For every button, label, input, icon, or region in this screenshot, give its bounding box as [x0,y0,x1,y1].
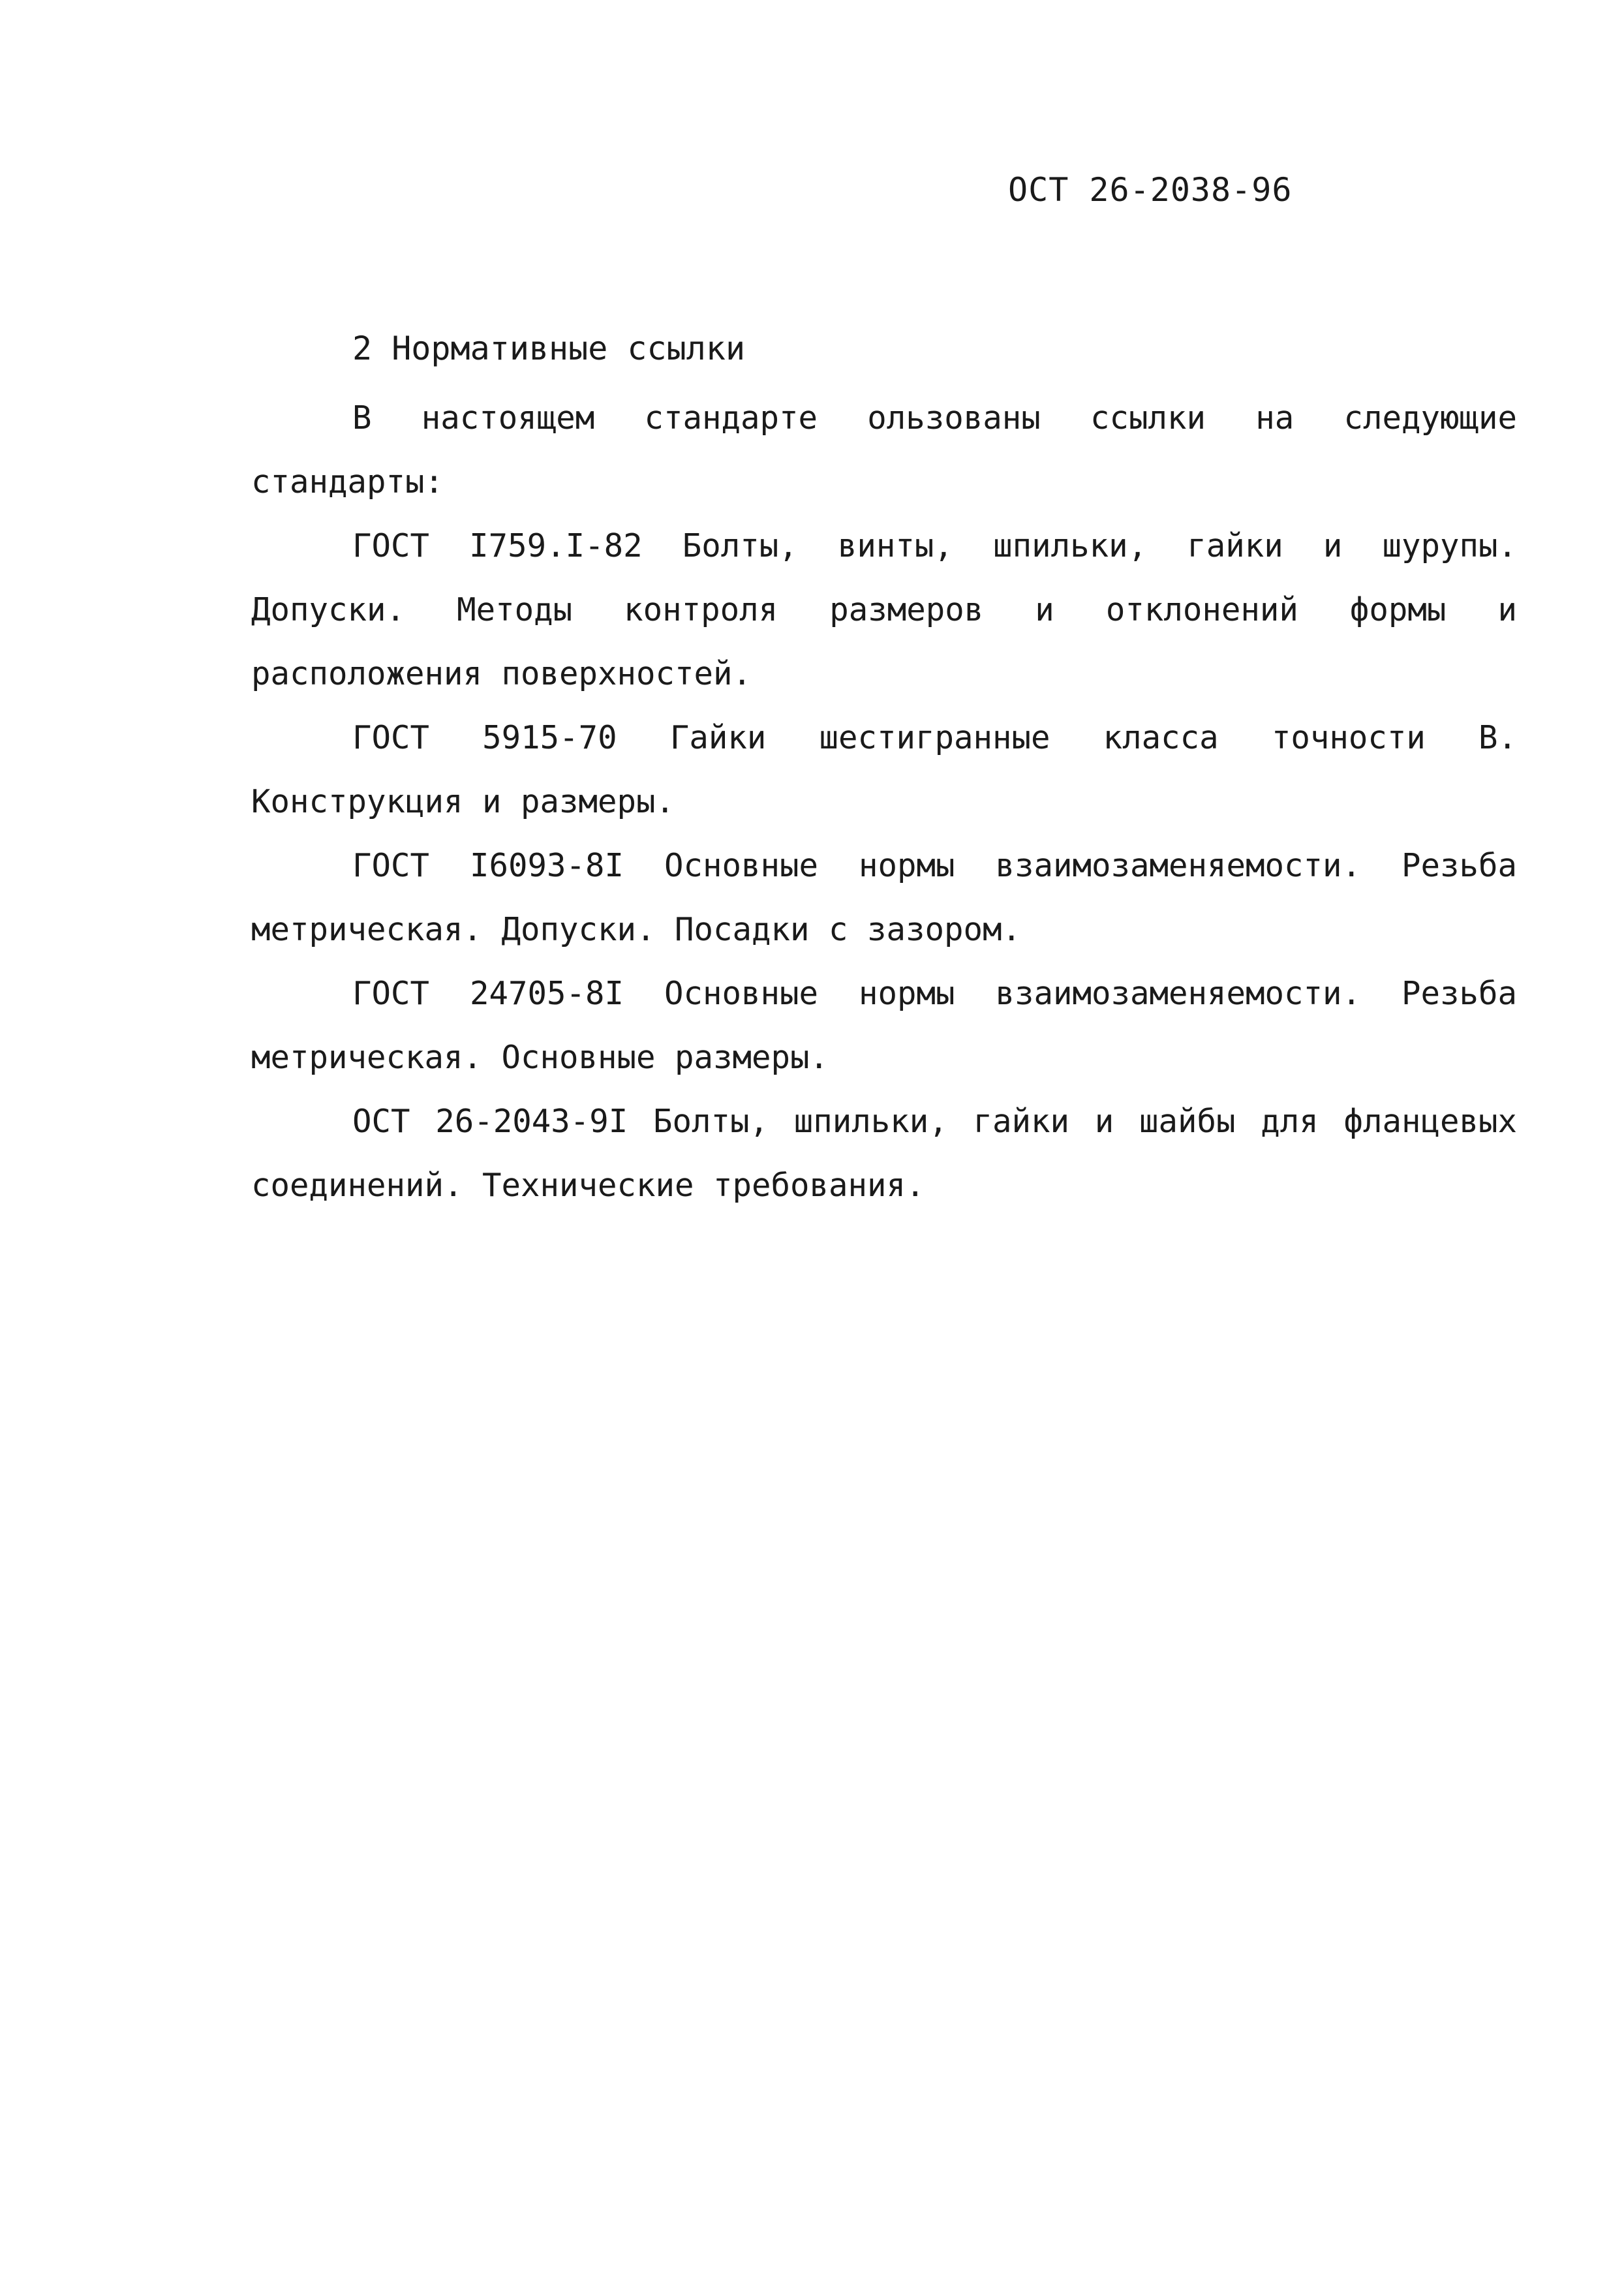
reference-title: Болты, шпильки, гайки и шайбы для фланцевых соединений. Технические требования. [251,1103,1517,1204]
reference-code: ГОСТ I6093-8I [352,847,624,884]
reference-title: Основные нормы взаимозаменяемости. Резьба метрическая. Основные размеры. [251,975,1517,1076]
reference-title: Болты, винты, шпильки, гайки и шурупы. Допуски. Методы контроля размеров и отклонений формы и расположения поверхностей. [251,527,1517,692]
reference-code: ГОСТ 5915-70 [352,719,617,756]
reference-item [251,962,1517,1090]
reference-code: ГОСТ I759.I-82 [352,527,643,564]
reference-code: ГОСТ 24705-8I [352,975,624,1012]
reference-title: Гайки шестигранные класса точности В. Конструкция и размеры. [251,719,1517,820]
intro-paragraph: В настоящем стандарте ользованы ссылки на следующие стандарты: [251,399,1517,500]
section-body [251,386,1517,1218]
reference-item [251,834,1517,962]
reference-item [251,706,1517,834]
section-title: 2 Нормативные ссылки [352,330,746,367]
document-code: ОСТ 26-2038-96 [1008,171,1293,209]
reference-item [251,1090,1517,1218]
reference-code: ОСТ 26-2043-9I [352,1103,628,1140]
reference-title: Основные нормы взаимозаменяемости. Резьба метрическая. Допуски. Посадки с зазором. [251,847,1517,948]
reference-item [251,514,1517,706]
